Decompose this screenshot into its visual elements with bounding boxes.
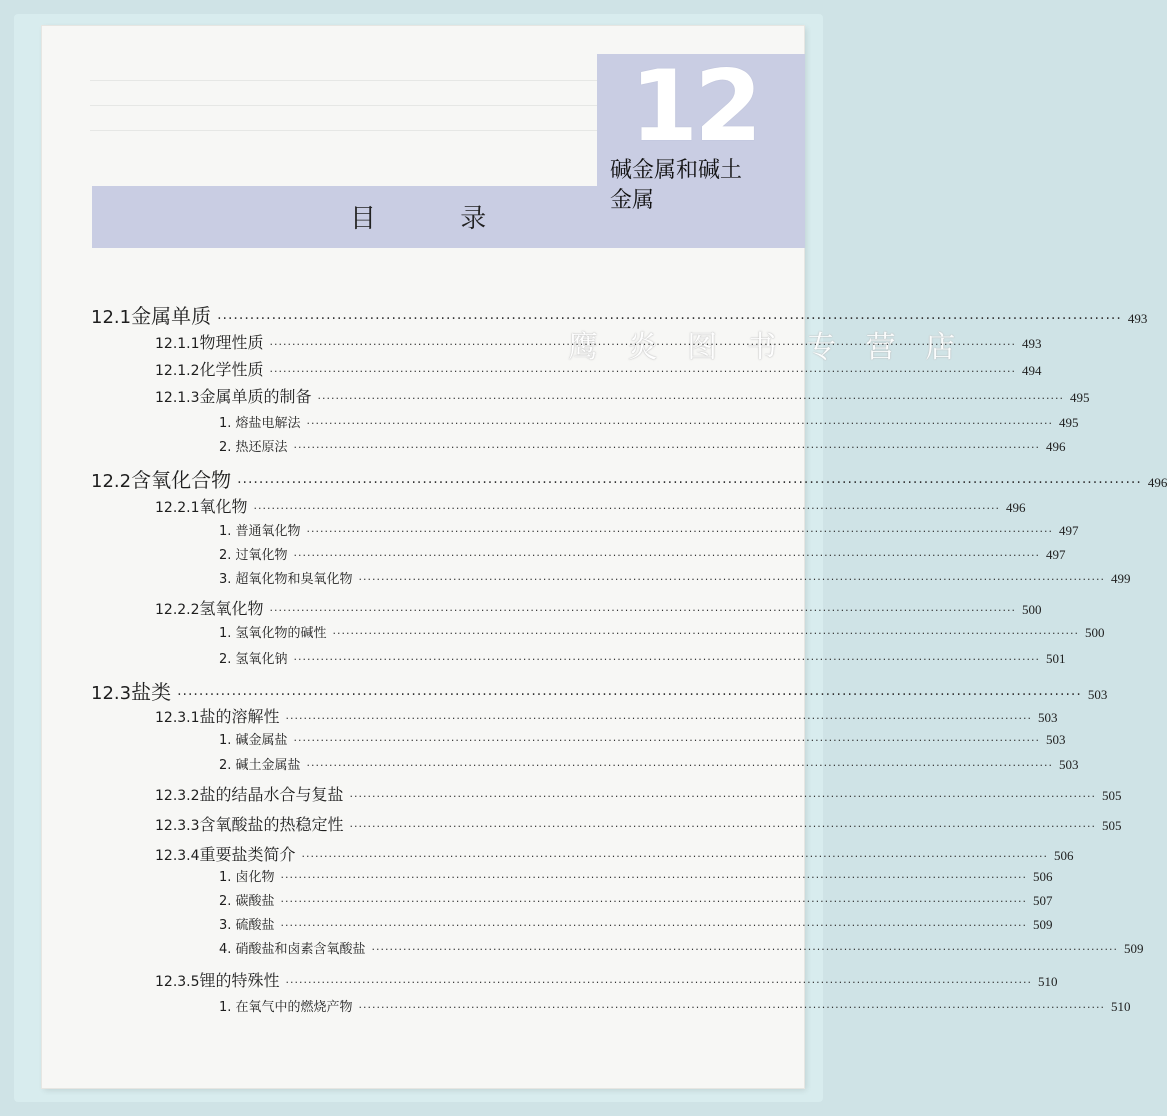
toc-section-number: 12.1.3 <box>155 390 200 406</box>
toc-page-number: 501 <box>1045 651 1066 666</box>
dot-leader <box>350 790 1096 803</box>
toc-page-number: 500 <box>1084 625 1105 640</box>
toc-entry-level-3 <box>219 866 1053 885</box>
toc-page-number: 493 <box>1127 311 1148 326</box>
toc-section-title: 金属单质 <box>131 304 212 328</box>
toc-section-title: 盐的溶解性 <box>199 707 280 726</box>
toc-section-number: 12.1.2 <box>155 363 200 379</box>
toc-section-title: 1. 氢氧化物的碱性 <box>219 626 327 641</box>
toc-section-number: 12.3.1 <box>155 710 200 726</box>
toc-section-title: 含氧酸盐的热稳定性 <box>199 815 344 834</box>
toc-entry-level-1 <box>91 300 1148 329</box>
chapter-number: 12 <box>630 50 759 164</box>
toc-section-title: 金属单质的制备 <box>199 387 312 406</box>
toc-entry-level-3 <box>219 622 1105 641</box>
toc-page-number: 503 <box>1037 710 1058 725</box>
dot-leader <box>286 976 1032 989</box>
toc-page-number: 510 <box>1110 999 1131 1014</box>
toc-section-number: 12.3.5 <box>155 974 200 990</box>
dot-leader <box>350 820 1096 833</box>
dot-leader <box>286 712 1032 725</box>
toc-page-number: 495 <box>1069 390 1090 405</box>
dot-leader <box>270 365 1016 378</box>
toc-heading: 目 录 <box>350 204 525 234</box>
toc-section-title: 氧化物 <box>199 497 248 516</box>
toc-section-title: 氢氧化物 <box>199 599 264 618</box>
toc-entry-level-3 <box>219 996 1131 1015</box>
toc-section-title: 1. 普通氧化物 <box>219 524 301 539</box>
toc-page-number: 505 <box>1101 788 1122 803</box>
toc-entry-level-3 <box>219 648 1066 667</box>
dot-leader <box>294 734 1040 747</box>
dot-leader <box>281 871 1027 884</box>
dot-leader <box>281 895 1027 908</box>
toc-page-number: 493 <box>1021 336 1042 351</box>
toc-page-number: 497 <box>1058 523 1079 538</box>
toc-section-title: 2. 热还原法 <box>219 440 288 455</box>
toc-entry-level-3 <box>219 520 1079 539</box>
dot-leader <box>270 604 1016 617</box>
toc-page-number: 503 <box>1045 732 1066 747</box>
toc-section-title: 1. 碱金属盐 <box>219 733 288 748</box>
toc-section-title: 2. 碱土金属盐 <box>219 758 301 773</box>
toc-page-number: 503 <box>1058 757 1079 772</box>
toc-section-title: 化学性质 <box>199 360 264 379</box>
toc-entry-level-1 <box>91 464 1167 493</box>
toc-section-number: 12.3 <box>91 683 132 704</box>
toc-section-number: 12.3.4 <box>155 848 200 864</box>
toc-page-number: 509 <box>1123 941 1144 956</box>
toc-section-title: 4. 硝酸盐和卤素含氧酸盐 <box>219 942 366 957</box>
toc-section-title: 盐类 <box>131 680 172 704</box>
toc-page-number: 496 <box>1005 500 1026 515</box>
toc-page-number: 495 <box>1058 415 1079 430</box>
dot-leader <box>359 573 1105 586</box>
toc-section-number: 12.3.2 <box>155 788 200 804</box>
toc-entry-level-3 <box>219 436 1066 455</box>
toc-section-title: 3. 硫酸盐 <box>219 918 275 933</box>
toc-entry-level-2 <box>155 968 1058 991</box>
toc-page-number: 497 <box>1045 547 1066 562</box>
dot-leader <box>307 417 1053 430</box>
toc-section-number: 12.2 <box>91 471 132 492</box>
toc-section-title: 1. 卤化物 <box>219 870 275 885</box>
dot-leader <box>270 338 1016 351</box>
toc-entry-level-2 <box>155 782 1122 805</box>
toc-entry-level-3 <box>219 890 1053 909</box>
dot-leader <box>359 1001 1105 1014</box>
toc-page-number: 494 <box>1021 363 1042 378</box>
toc-section-title: 物理性质 <box>199 333 264 352</box>
toc-entry-level-3 <box>219 914 1053 933</box>
toc-entry-level-3 <box>219 729 1066 748</box>
toc-page-number: 496 <box>1147 475 1167 490</box>
dot-leader <box>307 525 1053 538</box>
dot-leader <box>254 502 1000 515</box>
dot-leader <box>237 475 1142 491</box>
store-watermark: 鹰 炎 图 书 专 营 店 <box>568 330 966 365</box>
dot-leader <box>294 653 1040 666</box>
toc-entry-level-3 <box>219 938 1144 957</box>
dot-leader <box>372 943 1118 956</box>
toc-entry-level-2 <box>155 812 1122 835</box>
toc-entry-level-1 <box>91 676 1108 705</box>
chapter-title: 碱金属和碱土金属 <box>610 158 743 213</box>
dot-leader <box>281 919 1027 932</box>
dot-leader <box>177 687 1082 703</box>
dot-leader <box>294 441 1040 454</box>
toc-entry-level-2 <box>155 357 1042 380</box>
toc-page-number: 500 <box>1021 602 1042 617</box>
dot-leader <box>302 850 1048 863</box>
toc-page-number: 506 <box>1032 869 1053 884</box>
toc-entry-level-3 <box>219 544 1066 563</box>
toc-page-number: 499 <box>1110 571 1131 586</box>
toc-page-number: 505 <box>1101 818 1122 833</box>
toc-page-number: 509 <box>1032 917 1053 932</box>
toc-section-title: 2. 氢氧化钠 <box>219 652 288 667</box>
toc-section-title: 盐的结晶水合与复盐 <box>199 785 344 804</box>
toc-section-title: 1. 熔盐电解法 <box>219 416 301 431</box>
dot-leader <box>318 392 1064 405</box>
dot-leader <box>294 549 1040 562</box>
toc-entry-level-2 <box>155 596 1042 619</box>
toc-section-title: 重要盐类简介 <box>199 845 296 864</box>
toc-page-number: 507 <box>1032 893 1053 908</box>
dot-leader <box>307 759 1053 772</box>
toc-section-title: 锂的特殊性 <box>199 971 280 990</box>
toc-section-number: 12.2.1 <box>155 500 200 516</box>
toc-entry-level-2 <box>155 494 1026 517</box>
toc-entry-level-3 <box>219 754 1079 773</box>
toc-section-number: 12.1 <box>91 307 132 328</box>
toc-section-title: 含氧化合物 <box>131 468 232 492</box>
toc-page-number: 503 <box>1087 687 1108 702</box>
toc-section-number: 12.2.2 <box>155 602 200 618</box>
toc-section-number: 12.1.1 <box>155 336 200 352</box>
dot-leader <box>333 627 1079 640</box>
toc-entry-level-3 <box>219 412 1079 431</box>
toc-section-title: 2. 碳酸盐 <box>219 894 275 909</box>
toc-section-title: 3. 超氧化物和臭氧化物 <box>219 572 353 587</box>
toc-entry-level-2 <box>155 384 1090 407</box>
dot-leader <box>217 311 1122 327</box>
toc-page-number: 510 <box>1037 974 1058 989</box>
toc-section-title: 2. 过氧化物 <box>219 548 288 563</box>
toc-page-number: 506 <box>1053 848 1074 863</box>
toc-page-number: 496 <box>1045 439 1066 454</box>
toc-entry-level-2 <box>155 842 1074 865</box>
toc-entry-level-3 <box>219 568 1131 587</box>
toc-section-number: 12.3.3 <box>155 818 200 834</box>
toc-entry-level-2 <box>155 704 1058 727</box>
toc-section-title: 1. 在氧气中的燃烧产物 <box>219 1000 353 1015</box>
